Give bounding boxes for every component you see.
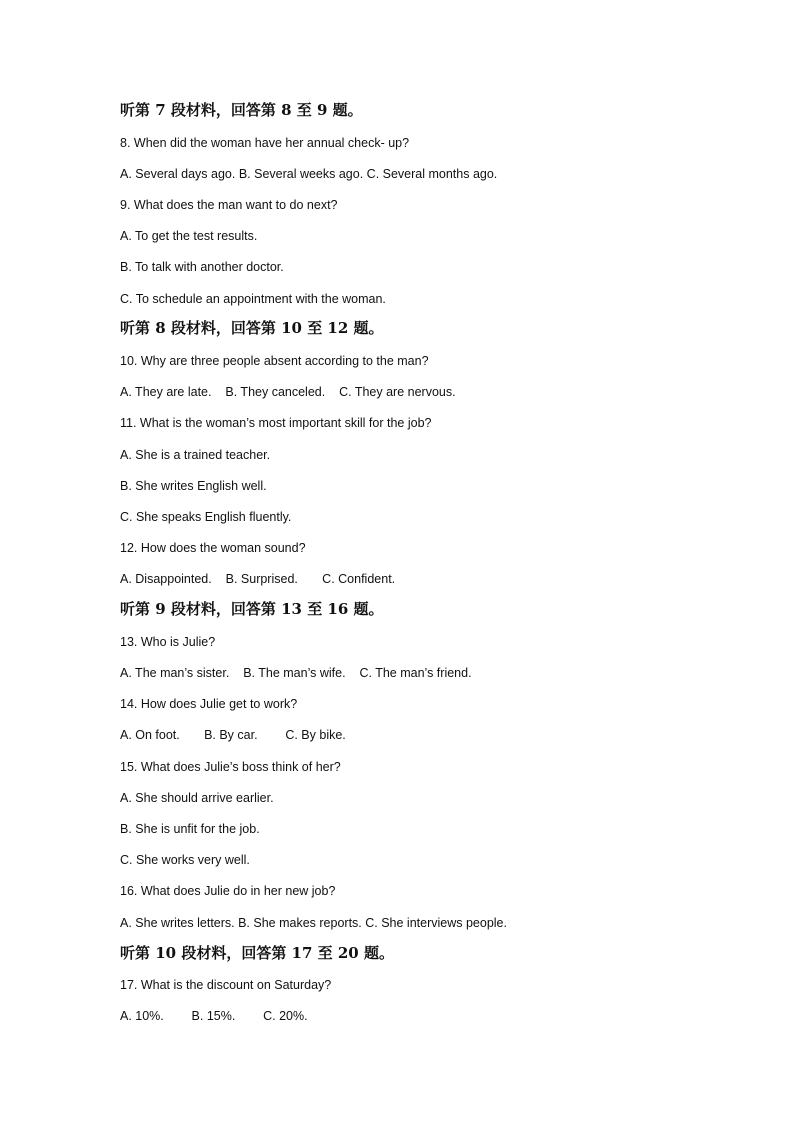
question-13-options: A. The man’s sister. B. The man’s wife. C. The man’s friend. (120, 666, 472, 680)
question-9-option-c: C. To schedule an appointment with the woman. (120, 292, 386, 306)
question-9-option-b: B. To talk with another doctor. (120, 260, 284, 274)
question-16-options: A. She writes letters. B. She makes reports. C. She interviews people. (120, 916, 507, 930)
question-8: 8. When did the woman have her annual check- up? (120, 136, 410, 150)
question-9: 9. What does the man want to do next? (120, 198, 338, 212)
question-11-option-a: A. She is a trained teacher. (120, 448, 271, 462)
question-17-options: A. 10%. B. 15%. C. 20%. (120, 1009, 308, 1023)
question-11-option-b: B. She writes English well. (120, 479, 267, 493)
question-10: 10. Why are three people absent according to the man? (120, 354, 429, 368)
question-13: 13. Who is Julie? (120, 635, 216, 649)
question-12-options: A. Disappointed. B. Surprised. C. Confident. (120, 572, 396, 586)
question-9-option-a: A. To get the test results. (120, 229, 258, 243)
question-17: 17. What is the discount on Saturday? (120, 978, 332, 992)
question-8-options: A. Several days ago. B. Several weeks ago. C. Several months ago. (120, 167, 498, 181)
question-15-option-c: C. She works very well. (120, 853, 250, 867)
question-14: 14. How does Julie get to work? (120, 697, 298, 711)
question-10-options: A. They are late. B. They canceled. C. They are nervous. (120, 385, 456, 399)
question-16: 16. What does Julie do in her new job? (120, 884, 336, 898)
question-15-option-b: B. She is unfit for the job. (120, 822, 260, 836)
question-11: 11. What is the woman’s most important skill for the job? (120, 416, 432, 430)
question-15: 15. What does Julie’s boss think of her? (120, 760, 341, 774)
section-heading-7: 听第 7 段材料，回答第 8 至 9 题。 (120, 101, 363, 119)
section-heading-10: 听第 10 段材料，回答第 17 至 20 题。 (120, 944, 394, 962)
question-11-option-c: C. She speaks English fluently. (120, 510, 292, 524)
question-14-options: A. On foot. B. By car. C. By bike. (120, 728, 346, 742)
question-12: 12. How does the woman sound? (120, 541, 306, 555)
section-heading-8: 听第 8 段材料，回答第 10 至 12 题。 (120, 319, 384, 337)
question-15-option-a: A. She should arrive earlier. (120, 791, 274, 805)
section-heading-9: 听第 9 段材料，回答第 13 至 16 题。 (120, 600, 384, 618)
